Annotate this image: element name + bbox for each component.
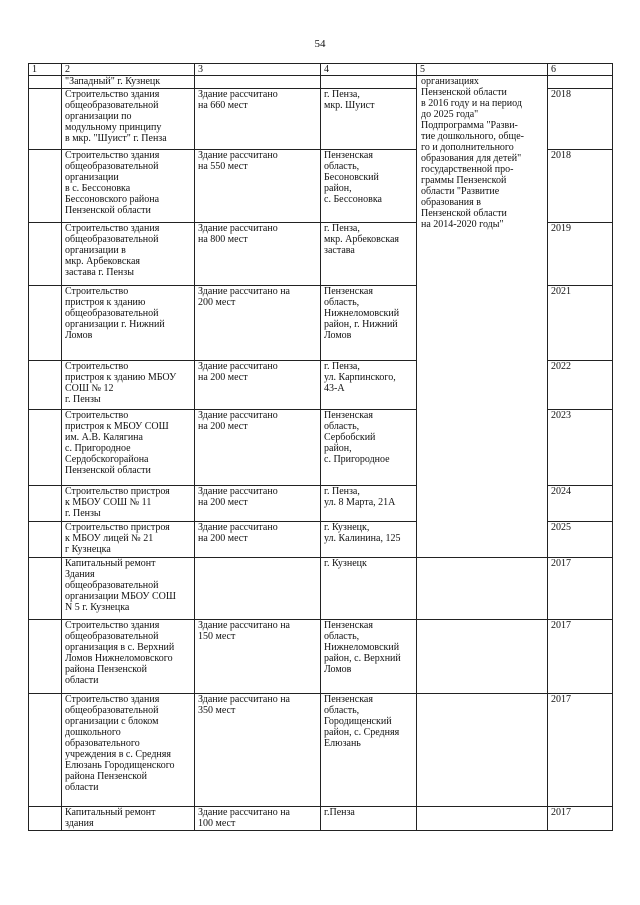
cell-year: 2019 [548,223,613,286]
cell-num [29,694,62,807]
cell-year: 2023 [548,410,613,486]
table-row [29,807,613,831]
cell-capacity: Здание рассчитано на 660 мест [195,89,321,150]
cell-year: 2018 [548,89,613,150]
cell-program: организациях Пензенской области в 2016 году и на период до 2025 года" Подпрограмма "Разви- тие дошкольного, обще- го и дополнительного образования для детей" государственной про- граммы Пензенской области "Развитие образования в Пензенской области на 2014-2020 годы" [417,76,548,558]
cell-address: г.Пенза [321,807,417,831]
cell-year: 2018 [548,150,613,223]
cell-address: Пензенская область, Бесоновский район, с. Бессоновка [321,150,417,223]
cell-year: 2017 [548,620,613,694]
cell-object: Капитальный ремонт здания [62,807,195,831]
cell-capacity: Здание рассчитано на 200 мест [195,286,321,361]
cell-num [29,286,62,361]
cell-capacity: Здание рассчитано на 800 мест [195,223,321,286]
header-col-2: 2 [62,64,195,76]
cell-address: Пензенская область, Сербобский район, с. Пригородное [321,410,417,486]
cell-object: Строительство здания общеобразовательной организации по модульному принципу в мкр. "Шуист" г. Пенза [62,89,195,150]
table-row [29,76,613,89]
cell-address: г. Пенза, ул. Карпинского, 43-А [321,361,417,410]
cell-object: Строительство пристроя к зданию МБОУ СОШ № 12 г. Пензы [62,361,195,410]
cell-year: 2017 [548,694,613,807]
cell-capacity [195,558,321,620]
cell-object: Капитальный ремонт Здания общеобразовательной организации МБОУ СОШ N 5 г. Кузнецка [62,558,195,620]
table-row [29,558,613,620]
cell-num [29,89,62,150]
cell-object: Строительство здания общеобразовательной организация в с. Верхний Ломов Нижнеломовского района Пензенской области [62,620,195,694]
cell-num [29,522,62,558]
cell-program [417,807,548,831]
cell-num [29,223,62,286]
header-row [29,64,613,76]
cell-address: г. Кузнецк [321,558,417,620]
cell-num [29,558,62,620]
cell-year: 2017 [548,807,613,831]
header-col-5: 5 [417,64,548,76]
cell-object: Строительство пристроя к МБОУ СОШ им. А.В. Калягина с. Пригородное Сердобскогорайона Пензенской области [62,410,195,486]
cell-program [417,558,548,620]
cell-address: г. Кузнецк, ул. Калинина, 125 [321,522,417,558]
table-row [29,694,613,807]
cell-num [29,76,62,89]
cell-object: Строительство здания общеобразовательной организации в мкр. Арбековская застава г. Пензы [62,223,195,286]
cell-num [29,620,62,694]
cell-object: "Западный" г. Кузнецк [62,76,195,89]
objects-table [28,63,613,831]
cell-year: 2025 [548,522,613,558]
cell-object: Строительство здания общеобразовательной организации с блоком дошкольного образовательного учреждения в с. Средняя Елюзань Городищенского района Пензенской области [62,694,195,807]
header-col-4: 4 [321,64,417,76]
cell-capacity: Здание рассчитано на 150 мест [195,620,321,694]
cell-object: Строительство здания общеобразовательной организации в с. Бессоновка Бессоновского района Пензенской области [62,150,195,223]
cell-year: 2022 [548,361,613,410]
cell-object: Строительство пристроя к МБОУ СОШ № 11 г. Пензы [62,486,195,522]
page-number: 54 [314,38,326,50]
cell-address: Пензенская область, Городищенский район, с. Средняя Елюзань [321,694,417,807]
cell-address: г. Пенза, мкр. Арбековская застава [321,223,417,286]
cell-num [29,361,62,410]
table-row [29,620,613,694]
cell-address: г. Пенза, ул. 8 Марта, 21А [321,486,417,522]
cell-num [29,486,62,522]
cell-year: 2017 [548,558,613,620]
cell-capacity: Здание рассчитано на 200 мест [195,486,321,522]
cell-program [417,694,548,807]
cell-capacity: Здание рассчитано на 550 мест [195,150,321,223]
header-col-3: 3 [195,64,321,76]
cell-address: Пензенская область, Нижнеломовский район, с. Верхний Ломов [321,620,417,694]
cell-program [417,620,548,694]
cell-capacity: Здание рассчитано на 100 мест [195,807,321,831]
cell-capacity: Здание рассчитано на 200 мест [195,361,321,410]
cell-object: Строительство пристроя к зданию общеобразовательной организации г. Нижний Ломов [62,286,195,361]
cell-num [29,410,62,486]
cell-address [321,76,417,89]
cell-capacity: Здание рассчитано на 200 мест [195,522,321,558]
cell-num [29,807,62,831]
cell-capacity [195,76,321,89]
cell-year: 2024 [548,486,613,522]
header-col-6: 6 [548,64,613,76]
header-col-1: 1 [29,64,62,76]
cell-object: Строительство пристроя к МБОУ лицей № 21 г Кузнецка [62,522,195,558]
cell-year [548,76,613,89]
cell-capacity: Здание рассчитано на 200 мест [195,410,321,486]
cell-capacity: Здание рассчитано на 350 мест [195,694,321,807]
cell-num [29,150,62,223]
cell-address: Пензенская область, Нижнеломовский район, г. Нижний Ломов [321,286,417,361]
cell-year: 2021 [548,286,613,361]
cell-address: г. Пенза, мкр. Шуист [321,89,417,150]
